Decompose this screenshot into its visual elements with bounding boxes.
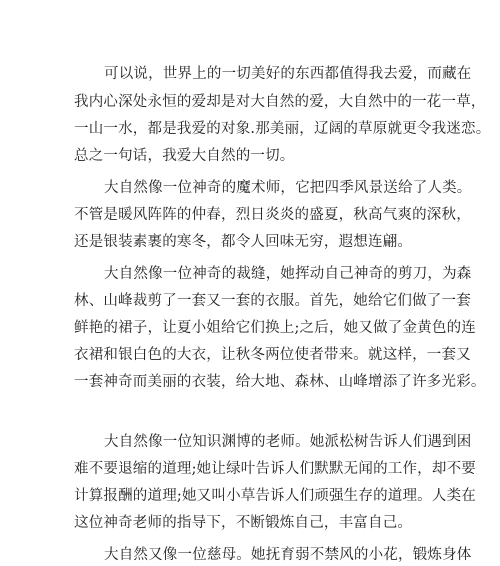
paragraph-3-line-3: 鲜艳的裙子，让夏小姐给它们换上;之后，她又做了金黄色的连 [74,320,476,336]
paragraph-3-line-5: 一套神奇而美丽的衣装，给大地、森林、山峰增添了许多光彩。 [74,374,486,390]
paragraph-1-line-1: 可以说，世界上的一切美好的东西都值得我去爱，而藏在 [104,66,472,82]
paragraph-4-line-1: 大自然像一位知识渊博的老师。她派松树告诉人们遇到困 [104,434,472,450]
paragraph-4-line-2: 难不要退缩的道理;她让绿叶告诉人们默默无闻的工作，却不要 [74,461,476,477]
paragraph-1-line-2: 我内心深处永恒的爱却是对大自然的爱，大自然中的一花一草， [74,94,486,110]
paragraph-2-line-2: 不管是暖风阵阵的仲春，烈日炎炎的盛夏，秋高气爽的深秋， [74,207,471,223]
paragraph-2-line-1: 大自然像一位神奇的魔术师，它把四季风景送给了人类。 [104,180,472,196]
paragraph-3-line-1: 大自然像一位神奇的裁缝，她挥动自己神奇的剪刀，为森 [104,266,472,282]
paragraph-5-line-1: 大自然又像一位慈母。她抚育弱不禁风的小花，锻炼身体 [104,547,472,563]
paragraph-4-line-3: 计算报酬的道理;她又叫小草告诉人们顽强生存的道理。人类在 [74,488,476,504]
paragraph-4-line-4: 这位神奇老师的指导下，不断锻炼自己，丰富自己。 [74,515,413,531]
paragraph-2-line-3: 还是银装素裹的寒冬，都令人回味无穷，遐想连翩。 [74,234,413,250]
paragraph-1-line-4: 总之一句话，我爱大自然的一切。 [74,148,295,164]
paragraph-3-line-4: 衣裙和银白色的大衣，让秋冬两位使者带来。就这样，一套又 [74,347,471,363]
paragraph-1-line-3: 一山一水，都是我爱的对象.那美丽，辽阔的草原就更令我迷恋。 [74,121,491,137]
paragraph-3-line-2: 林、山峰裁剪了一套又一套的衣服。首先，她给它们做了一套 [74,293,471,309]
